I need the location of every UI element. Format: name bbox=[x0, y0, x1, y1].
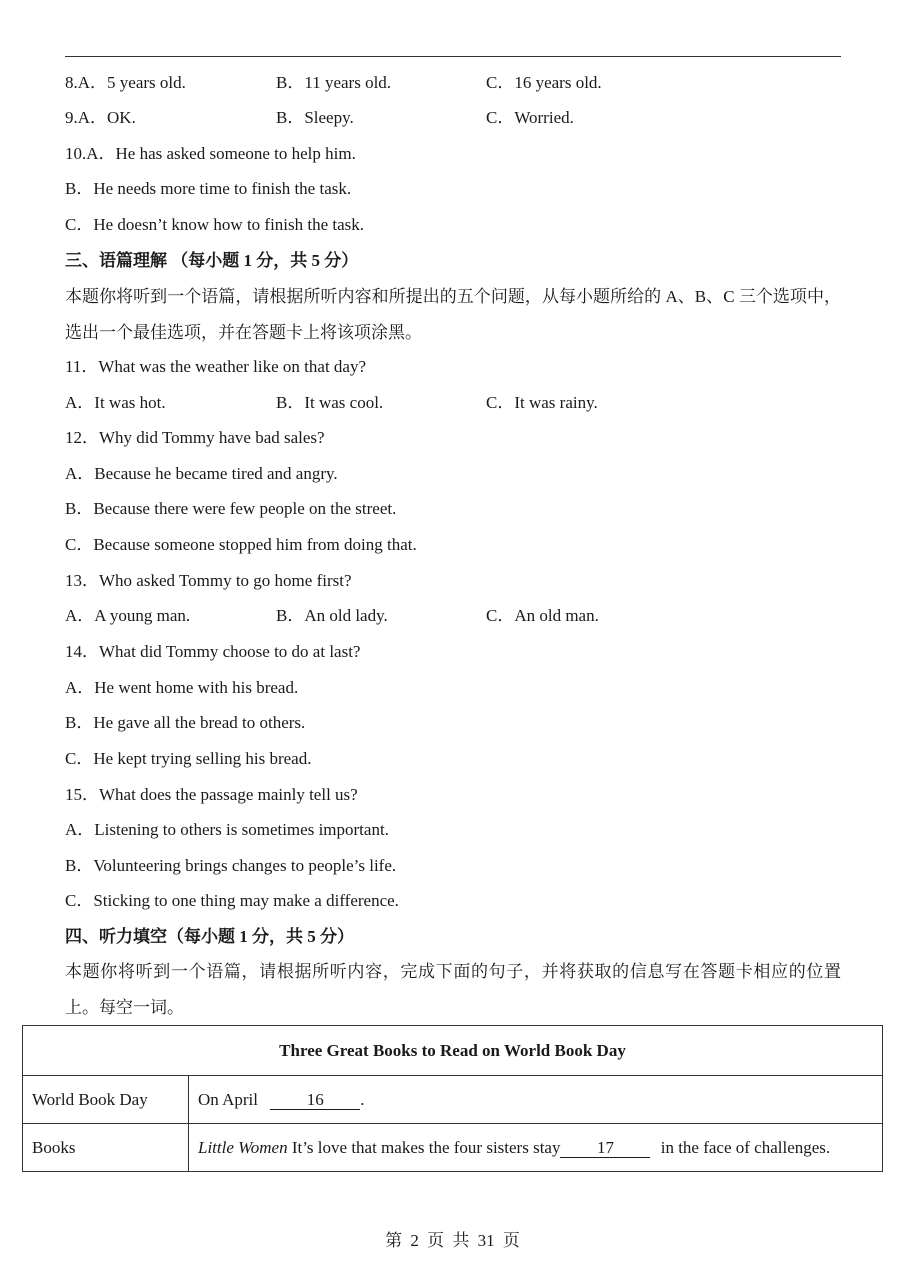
q12-option-c: C．Because someone stopped him from doing that. bbox=[65, 535, 417, 554]
q13-option-b: B．An old lady. bbox=[276, 606, 388, 625]
q14-question: 14．What did Tommy choose to do at last? bbox=[65, 642, 361, 661]
row-label-books: Books bbox=[23, 1124, 189, 1172]
section4-instruction: 本题你将听到一个语篇，请根据所听内容，完成下面的句子，并将获取的信息写在答题卡相应的位置上。每空一词。 bbox=[65, 962, 841, 1017]
q10-option-c: C．He doesn’t know how to finish the task. bbox=[65, 215, 365, 234]
q11-question: 11．What was the weather like on that day? bbox=[65, 357, 367, 376]
row-label-world-book-day: World Book Day bbox=[23, 1076, 189, 1124]
q13-option-a: A．A young man. bbox=[65, 606, 191, 625]
book-sentence: It’s love that makes the four sisters stay bbox=[287, 1137, 561, 1157]
answer-table bbox=[22, 1025, 883, 1172]
q9-option-a: 9.A．OK. bbox=[65, 108, 136, 127]
q11-option-b: B．It was cool. bbox=[276, 393, 384, 412]
section3-heading: 三、语篇理解 （每小题 1 分，共 5 分） bbox=[65, 251, 359, 270]
q15-option-c: C．Sticking to one thing may make a difference. bbox=[65, 891, 399, 910]
answer-blank-16: 16 bbox=[270, 1091, 360, 1110]
q10-option-a: 10.A．He has asked someone to help him. bbox=[65, 144, 356, 163]
q8-option-c: C．16 years old. bbox=[486, 73, 602, 92]
q12-question: 12．Why did Tommy have bad sales? bbox=[65, 428, 325, 447]
q12-option-a: A．Because he became tired and angry. bbox=[65, 464, 338, 483]
row-value-date bbox=[189, 1076, 883, 1124]
table-title-row bbox=[23, 1026, 883, 1076]
q9-option-c: C．Worried. bbox=[486, 108, 574, 127]
q14-option-b: B．He gave all the bread to others. bbox=[65, 713, 306, 732]
q15-option-a: A．Listening to others is sometimes important. bbox=[65, 820, 389, 839]
q9-option-b: B．Sleepy. bbox=[276, 108, 354, 127]
table-title: Three Great Books to Read on World Book Day bbox=[23, 1026, 883, 1076]
answer-blank-17: 17 bbox=[560, 1139, 650, 1158]
q8-option-b: B．11 years old. bbox=[276, 73, 392, 92]
section3-instruction: 本题你将听到一个语篇，请根据所听内容和所提出的五个问题，从每小题所给的 A、B、C 三个选项中，选出一个最佳选项，并在答题卡上将该项涂黑。 bbox=[65, 287, 841, 342]
table-row bbox=[23, 1124, 883, 1172]
page-footer: 第 2 页 共 31 页 bbox=[385, 1231, 520, 1250]
section4-heading: 四、听力填空（每小题 1 分，共 5 分） bbox=[65, 927, 354, 946]
q10-option-b: B．He needs more time to finish the task. bbox=[65, 179, 352, 198]
q11-option-a: A．It was hot. bbox=[65, 393, 166, 412]
top-rule bbox=[65, 56, 841, 57]
q13-question: 13．Who asked Tommy to go home first? bbox=[65, 571, 352, 590]
book-title: Little Women bbox=[198, 1137, 288, 1157]
q13-option-c: C．An old man. bbox=[486, 606, 599, 625]
q14-option-a: A．He went home with his bread. bbox=[65, 678, 299, 697]
date-suffix: . bbox=[360, 1089, 365, 1109]
q12-option-b: B．Because there were few people on the street. bbox=[65, 499, 397, 518]
table-row bbox=[23, 1076, 883, 1124]
row-value-books bbox=[189, 1124, 883, 1172]
q8-option-a: 8.A．5 years old. bbox=[65, 73, 186, 92]
date-prefix: On April bbox=[198, 1089, 258, 1109]
q11-option-c: C．It was rainy. bbox=[486, 393, 598, 412]
q15-option-b: B．Volunteering brings changes to people’s life. bbox=[65, 856, 397, 875]
q14-option-c: C．He kept trying selling his bread. bbox=[65, 749, 312, 768]
book-sentence-end: in the face of challenges. bbox=[660, 1137, 831, 1157]
q15-question: 15．What does the passage mainly tell us? bbox=[65, 785, 358, 804]
